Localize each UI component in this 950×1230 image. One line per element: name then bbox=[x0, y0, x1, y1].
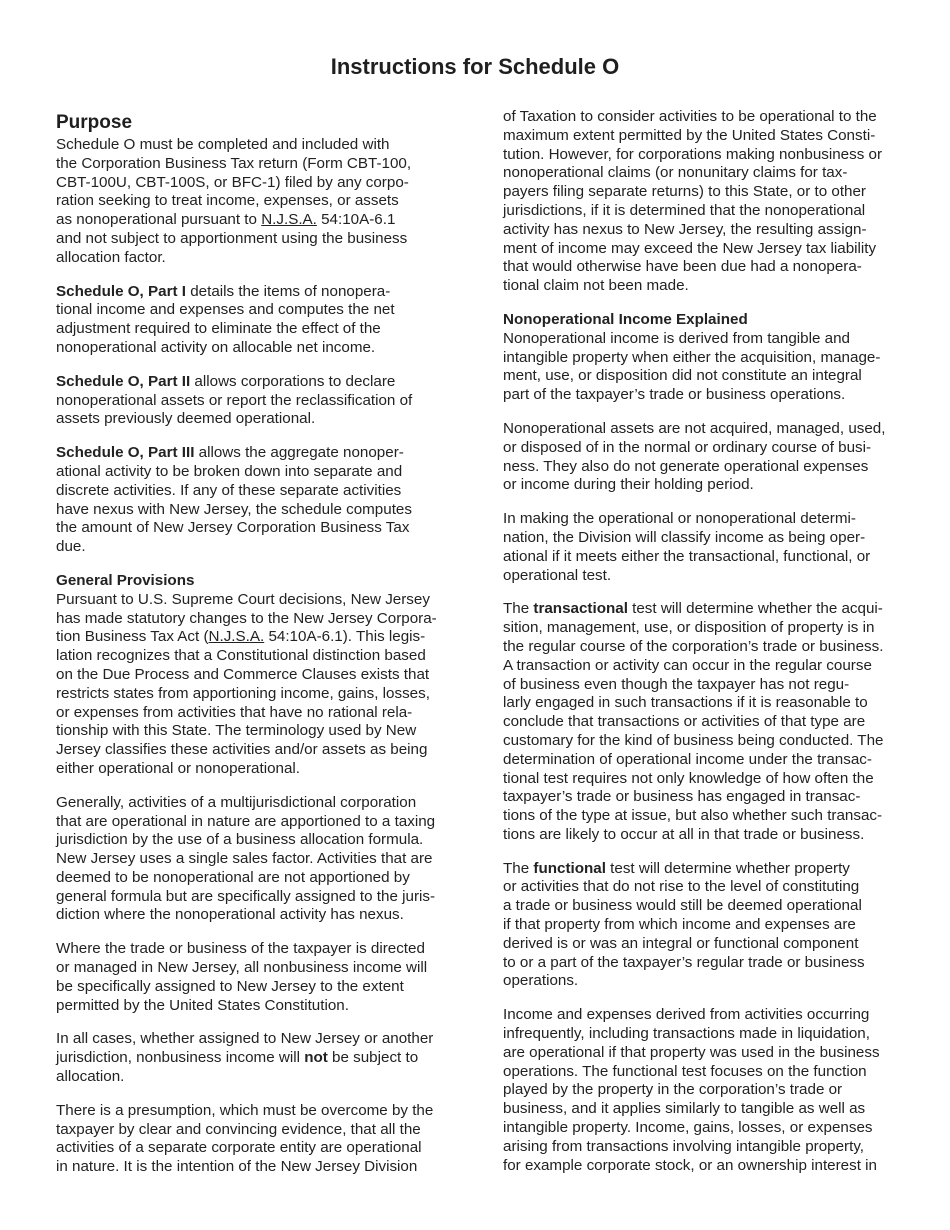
text-line bbox=[56, 444, 448, 463]
functional-paragraph bbox=[503, 860, 895, 992]
part1-paragraph bbox=[56, 283, 448, 358]
text-line: tional income and expenses and computes the net bbox=[56, 301, 395, 319]
continued-paragraph bbox=[503, 108, 895, 296]
text-line: part of the taxpayer’s trade or business operations. bbox=[503, 386, 846, 404]
text-line: business, and it applies similarly to tangible as well as bbox=[503, 1100, 866, 1118]
text-line: deemed to be nonoperational are not apportioned by bbox=[56, 868, 410, 886]
text-segment: as nonoperational pursuant to bbox=[56, 211, 262, 229]
text-line: conclude that transactions or activities of that type are bbox=[503, 713, 866, 731]
text-line: operational test. bbox=[503, 566, 612, 584]
text-line: allocation. bbox=[56, 1068, 125, 1086]
text-line: restricts states from apportioning income, gains, losses, bbox=[56, 684, 430, 702]
text-segment: The bbox=[503, 859, 534, 877]
text-line: jurisdiction by the use of a business allocation formula. bbox=[56, 831, 424, 849]
text-line: Jersey classifies these activities and/or assets as being bbox=[56, 741, 428, 759]
transactional-paragraph bbox=[503, 600, 895, 844]
text-line: sition, management, use, or disposition of property is in bbox=[503, 619, 875, 637]
text-segment: The bbox=[503, 600, 534, 618]
text-line: taxpayer’s trade or business has engaged in transac- bbox=[503, 788, 861, 806]
text-line: for example corporate stock, or an ownership interest in bbox=[503, 1156, 877, 1174]
text-line bbox=[56, 628, 448, 647]
text-line: permitted by the United States Constitution. bbox=[56, 996, 349, 1014]
text-line: due. bbox=[56, 538, 86, 556]
text-line: Income and expenses derived from activities occurring bbox=[503, 1006, 870, 1024]
text-line: There is a presumption, which must be overcome by the bbox=[56, 1101, 434, 1119]
text-line: a trade or business would still be deemed operational bbox=[503, 897, 862, 915]
text-line: ness. They also do not generate operational expenses bbox=[503, 457, 869, 475]
general-provisions-section bbox=[56, 572, 448, 779]
part1-label: Schedule O, Part I bbox=[56, 282, 186, 300]
statute-reference: N.J.S.A. bbox=[261, 211, 317, 229]
text-line bbox=[503, 600, 895, 619]
part3-paragraph bbox=[56, 444, 448, 557]
part3-label: Schedule O, Part III bbox=[56, 444, 195, 462]
text-line: to or a part of the taxpayer’s regular trade or business bbox=[503, 953, 865, 971]
text-line: taxpayer by clear and convincing evidence, that all the bbox=[56, 1120, 421, 1138]
text-line: tions of the type at issue, but also whether such transac- bbox=[503, 807, 883, 825]
text-line: tution. However, for corporations making nonbusiness or bbox=[503, 145, 883, 163]
text-line: derived is or was an integral or functional component bbox=[503, 934, 859, 952]
general-provisions-heading: General Provisions bbox=[56, 571, 195, 589]
text-line: New Jersey uses a single sales factor. Activities that are bbox=[56, 850, 433, 868]
nonoperational-explained-heading: Nonoperational Income Explained bbox=[503, 310, 748, 328]
functional-label: functional bbox=[533, 859, 606, 877]
text-segment: test will determine whether property bbox=[605, 859, 850, 877]
purpose-heading: Purpose bbox=[56, 112, 133, 133]
text-line: determination of operational income under the transac- bbox=[503, 750, 872, 768]
transactional-label: transactional bbox=[533, 600, 628, 618]
text-line bbox=[503, 860, 895, 879]
nonoperational-explained-section bbox=[503, 311, 895, 405]
text-line: jurisdictions, if it is determined that the nonoperational bbox=[503, 201, 866, 219]
text-segment: 54:10A-6.1 bbox=[316, 211, 396, 229]
text-line: nonoperational claims (or nonunitary claims for tax- bbox=[503, 164, 848, 182]
text-line: Generally, activities of a multijurisdictional corporation bbox=[56, 793, 417, 811]
text-line: In making the operational or nonoperational determi- bbox=[503, 510, 856, 528]
text-line: nation, the Division will classify income as being oper- bbox=[503, 528, 866, 546]
text-line: Where the trade or business of the taxpayer is directed bbox=[56, 940, 425, 958]
text-line: are operational if that property was used in the business bbox=[503, 1043, 880, 1061]
text-line: the regular course of the corporation’s trade or business. bbox=[503, 637, 884, 655]
text-segment: jurisdiction, nonbusiness income will bbox=[56, 1049, 305, 1067]
presumption-paragraph bbox=[56, 1102, 448, 1177]
text-line: payers filing separate returns) to this State, or to other bbox=[503, 183, 866, 201]
text-segment: details the items of nonopera- bbox=[185, 282, 391, 300]
statute-reference: N.J.S.A. bbox=[208, 628, 265, 646]
all-cases-paragraph bbox=[56, 1030, 448, 1086]
text-line bbox=[56, 1049, 448, 1068]
text-line: or managed in New Jersey, all nonbusiness income will bbox=[56, 959, 428, 977]
text-line: the Corporation Business Tax return (Form CBT-100, bbox=[56, 154, 412, 172]
emphasis-not: not bbox=[304, 1049, 328, 1067]
text-line: activities of a separate corporate entity are operational bbox=[56, 1139, 422, 1157]
text-segment: allows the aggregate nonoper- bbox=[194, 444, 404, 462]
text-line: larly engaged in such transactions if it is reasonable to bbox=[503, 694, 868, 712]
text-line: allocation factor. bbox=[56, 248, 166, 266]
text-line: operations. bbox=[503, 972, 579, 990]
part2-paragraph bbox=[56, 373, 448, 429]
text-line: have nexus with New Jersey, the schedule computes bbox=[56, 500, 412, 518]
text-line: infrequently, including transactions made in liquidation, bbox=[503, 1025, 870, 1043]
text-line: discrete activities. If any of these separate activities bbox=[56, 481, 402, 499]
text-line: that are operational in nature are apportioned to a taxing bbox=[56, 812, 436, 830]
left-column bbox=[56, 112, 448, 1177]
text-line: be specifically assigned to New Jersey to the extent bbox=[56, 977, 404, 995]
right-column bbox=[503, 108, 895, 1175]
explained-paragraph bbox=[503, 330, 895, 405]
text-line: either operational or nonoperational. bbox=[56, 759, 301, 777]
text-line: played by the property in the corporation’s trade or bbox=[503, 1081, 843, 1099]
text-line: and not subject to apportionment using the business bbox=[56, 229, 408, 247]
text-segment: test will determine whether the acqui- bbox=[627, 600, 883, 618]
text-line bbox=[56, 283, 448, 302]
general-provisions-paragraph bbox=[56, 591, 448, 779]
text-line: nonoperational activity on allocable net income. bbox=[56, 338, 376, 356]
text-line: or expenses from activities that have no rational rela- bbox=[56, 703, 413, 721]
text-line: In all cases, whether assigned to New Jersey or another bbox=[56, 1030, 434, 1048]
text-line: operations. The functional test focuses on the function bbox=[503, 1062, 867, 1080]
text-line: A transaction or activity can occur in the regular course bbox=[503, 656, 872, 674]
text-line: or disposed of in the normal or ordinary course of busi- bbox=[503, 438, 872, 456]
text-line: activity has nexus to New Jersey, the resulting assign- bbox=[503, 220, 867, 238]
text-line: intangible property when either the acquisition, manage- bbox=[503, 348, 881, 366]
text-line: Nonoperational income is derived from tangible and bbox=[503, 329, 850, 347]
text-line: tional claim not been made. bbox=[503, 277, 689, 295]
part2-label: Schedule O, Part II bbox=[56, 372, 191, 390]
text-line: customary for the kind of business being conducted. The bbox=[503, 731, 884, 749]
text-line: arising from transactions involving intangible property, bbox=[503, 1137, 865, 1155]
text-line: that would otherwise have been due had a nonopera- bbox=[503, 258, 862, 276]
text-line: of Taxation to consider activities to be operational to the bbox=[503, 108, 877, 125]
text-segment: be subject to bbox=[327, 1049, 419, 1067]
text-line: ration seeking to treat income, expenses, or assets bbox=[56, 192, 399, 210]
text-line: the amount of New Jersey Corporation Business Tax bbox=[56, 519, 410, 537]
page-title: Instructions for Schedule O bbox=[330, 54, 620, 79]
text-line: of business even though the taxpayer has not regu- bbox=[503, 675, 850, 693]
text-line: on the Due Process and Commerce Clauses exists that bbox=[56, 665, 430, 683]
text-line: Schedule O must be completed and included with bbox=[56, 136, 390, 153]
text-line: ment of income may exceed the New Jersey tax liability bbox=[503, 239, 877, 257]
making-paragraph bbox=[503, 510, 895, 585]
text-line: if that property from which income and expenses are bbox=[503, 916, 856, 934]
text-line: intangible property. Income, gains, losses, or expenses bbox=[503, 1119, 873, 1137]
text-segment: allows corporations to declare bbox=[190, 372, 396, 390]
where-paragraph bbox=[56, 940, 448, 1015]
text-line: ment, use, or disposition did not constitute an integral bbox=[503, 367, 862, 385]
assets-paragraph bbox=[503, 420, 895, 495]
text-line: adjustment required to eliminate the effect of the bbox=[56, 320, 381, 338]
income-paragraph bbox=[503, 1006, 895, 1175]
text-line: tional test requires not only knowledge of how often the bbox=[503, 769, 874, 787]
text-line: diction where the nonoperational activity has nexus. bbox=[56, 906, 404, 924]
generally-paragraph bbox=[56, 794, 448, 926]
text-line bbox=[56, 373, 448, 392]
text-line: ational activity to be broken down into separate and bbox=[56, 462, 403, 480]
text-segment: 54:10A-6.1). This legis- bbox=[264, 628, 426, 646]
text-line: lation recognizes that a Constitutional distinction based bbox=[56, 647, 426, 665]
text-line: tionship with this State. The terminology used by New bbox=[56, 722, 417, 740]
text-line: in nature. It is the intention of the New Jersey Division bbox=[56, 1158, 418, 1176]
text-line: or activities that do not rise to the level of constituting bbox=[503, 878, 860, 896]
text-line: assets previously deemed operational. bbox=[56, 410, 316, 428]
text-line: nonoperational assets or report the reclassification of bbox=[56, 391, 413, 409]
text-line bbox=[56, 211, 448, 230]
text-line: ational if it meets either the transactional, functional, or bbox=[503, 547, 871, 565]
text-line: CBT-100U, CBT-100S, or BFC-1) filed by any corpo- bbox=[56, 173, 409, 191]
text-line: Nonoperational assets are not acquired, managed, used, bbox=[503, 419, 886, 437]
text-line: Pursuant to U.S. Supreme Court decisions, New Jersey bbox=[56, 590, 430, 608]
text-line: or income during their holding period. bbox=[503, 476, 754, 494]
text-segment: tion Business Tax Act ( bbox=[56, 628, 209, 646]
text-line: tions are likely to occur at all in that trade or business. bbox=[503, 825, 865, 843]
text-line: maximum extent permitted by the United States Consti- bbox=[503, 126, 876, 144]
purpose-paragraph bbox=[56, 136, 448, 268]
text-line: general formula but are specifically assigned to the juris- bbox=[56, 887, 436, 905]
text-line: has made statutory changes to the New Jersey Corpora- bbox=[56, 609, 437, 627]
